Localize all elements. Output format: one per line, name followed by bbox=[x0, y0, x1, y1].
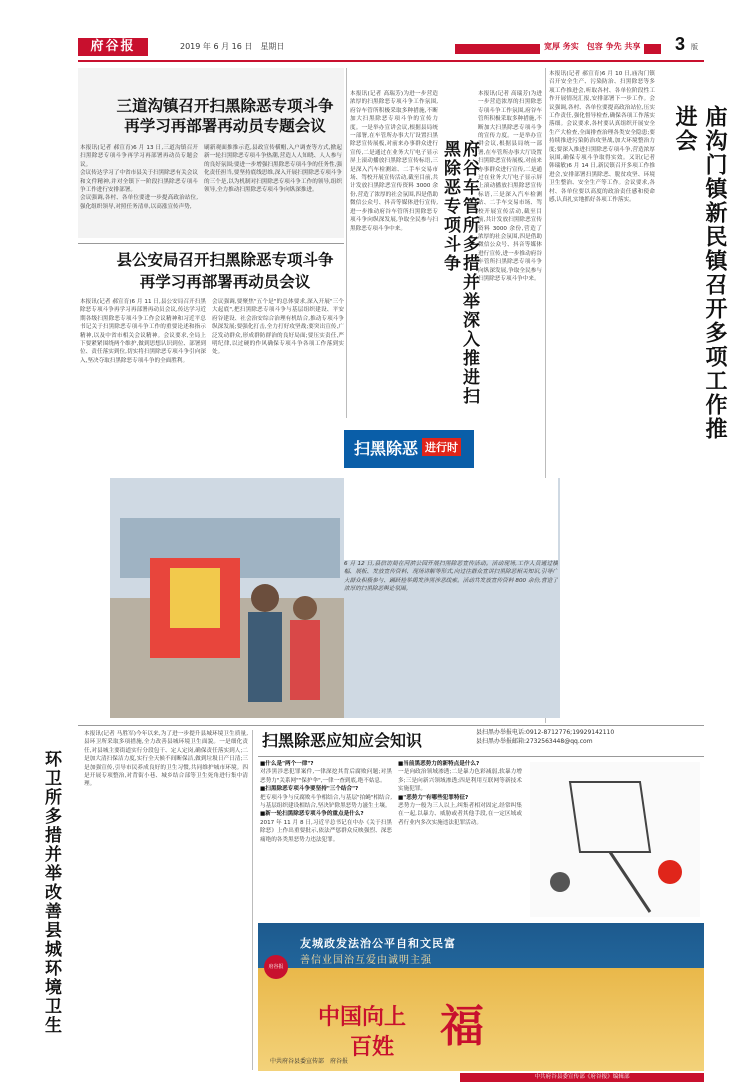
article-1-paragraph: 会议传达学习了中省市县关于扫黑除恶有关会议和文件精神,并对全镇下一阶段扫黑除恶专项斗争工作进行安排部署。 bbox=[80, 170, 198, 194]
article-3-paragraph: 会议强调,要聚焦"五个是"的总体要求,深入开展"三个大起底",把扫黑除恶专项斗争与基层组织建设、平安府谷建设、社会治安综合治理有机结合,推动专项斗争纵深发展;要强化打击,全力打好攻坚战;要突出宣传,广泛发动群众,形成群防群治的良好局面;要压实责任,严明纪律,以过硬的作风确保专项斗争各项工作落到实处。 bbox=[212, 299, 344, 356]
answer: 对涉黑涉恶犯罪案件,一律深挖其背后腐败问题;对黑恶势力"关系网""保护伞",一律一查到底,绝不姑息。 bbox=[260, 769, 392, 784]
answer: 恶势力一般为三人以上,纠集者相对固定,经常纠集在一起,以暴力、威胁或者其他手段,在一定区域或者行业内多次实施违法犯罪活动。 bbox=[398, 803, 522, 826]
knowledge-column-2 bbox=[398, 760, 522, 920]
question: ■当前黑恶势力的新特点是什么? bbox=[398, 761, 480, 767]
article-2-column-2 bbox=[478, 90, 542, 420]
question: ■扫黑除恶专项斗争要坚持"三个结合"? bbox=[260, 786, 359, 793]
photo-mask bbox=[344, 478, 558, 560]
left-article-title: 环卫所多措并举改善县城环境卫生 bbox=[41, 750, 61, 1035]
header-slogan: 宽厚 务实 包容 争先 共享 bbox=[540, 40, 644, 54]
knowledge-contact bbox=[476, 728, 614, 746]
caption-text: 6 月 12 日,县信访局在河滨公园开展扫黑除恶宣传活动。活动现场,工作人员通过横幅、展板、发放宣传资料、现场讲解等形式,向过往群众宣讲扫黑除恶相关知识,引导广大群众积极参与、踊跃检举揭发涉黑涉恶线索。活动共发放宣传资料 800 余份,营造了浓厚的扫黑除恶舆论氛围。 bbox=[344, 561, 558, 593]
header-rule bbox=[78, 60, 704, 62]
section-banner: 扫黑除恶 bbox=[344, 430, 474, 468]
article-1-column-2 bbox=[204, 144, 342, 236]
article-2-paragraph: 本报讯(记者 高瑞芳)为进一步营造浓厚的扫黑除恶专项斗争工作氛围,府谷车管所积极采取多种措施,不断加大扫黑除恶专项斗争的宣传力度。一是举办宣讲会议,根据县局统一部署,在车管所办事大厅设置扫黑除恶宣传展板,对前来办事群众进行宣传,二是通过在业务大厅电子显示屏上滚动播放扫黑除恶宣传标语,三是深入汽车检测站、二手车交易市场、驾校开展宣传活动,截至目前,共计发放扫黑除恶宣传资料 3000 余份,营造了浓厚的社会氛围,四是借助微信公众号、抖音等媒体进行宣传,进一步推动府谷车管所扫黑除恶专项斗争向纵深发展,争取全民参与扫黑除恶专项斗争中来。 bbox=[350, 91, 438, 232]
cartoon-illustration bbox=[530, 762, 700, 917]
page-number: 3 bbox=[675, 34, 686, 54]
ad-headline-1: 中国向上 bbox=[318, 1004, 407, 1030]
contact-phone: 县扫黑办举报电话:0912-8712776;19929142110 bbox=[476, 729, 615, 736]
ad-footer-text: 中共府谷县委宣传部 府谷报 bbox=[270, 1058, 349, 1065]
answer: 2017 年 11 月 8 日,习近平总书记在中办《关于扫黑除恶》上作出重要批示,依法严惩群众反映强烈、深恶痛绝的各类黑恶势力违法犯罪。 bbox=[260, 819, 392, 843]
column-divider bbox=[252, 730, 253, 1070]
article-1-paragraph: 刷新观面推推示范,县政宣传横帽,入户调查等方式,掀起新一轮扫黑除恶专项斗争热潮,营造人人知晓、人人参与的良好氛围;要进一步增强扫黑除恶专项斗争的任务性,强化责任担当,要坚持底线思维,深入开展扫黑除恶专项斗争的三个是,以为机制对扫黑除恶专项斗争工作的领导,组织领导,全力推动扫黑除恶专项斗争向纵深推进。 bbox=[204, 145, 342, 194]
article-3-title-line2: 再学习再部署再动员会议 bbox=[139, 272, 311, 291]
article-1-title-line2: 再学习再部署再动员专题会议 bbox=[124, 116, 326, 135]
article-3-column-2 bbox=[212, 298, 344, 426]
article-divider bbox=[78, 243, 344, 244]
article-1-paragraph: 会议强调,各村、各单位要进一步提高政治站位,强化组织领导,对照任务清单,以高涨宣传声势, bbox=[80, 195, 198, 210]
page-suffix: 版 bbox=[691, 43, 698, 51]
article-1-paragraph: 本报讯(记者 郝宣育)6 月 13 日,三道沟镇召开扫黑除恶专项斗争再学习再部署再动员专题会议。 bbox=[80, 145, 198, 168]
knowledge-rule bbox=[258, 756, 704, 757]
page-footer: 中共府谷县委宣传部《府谷报》编辑部 bbox=[460, 1073, 704, 1082]
banner-tag: 进行时 bbox=[422, 438, 461, 456]
ad-slogan-line1: 友城政发法治公平自和文民富 bbox=[300, 937, 456, 950]
contact-email: 县扫黑办举报邮箱:2732563448@qq.com bbox=[476, 738, 593, 745]
section-divider bbox=[78, 725, 704, 726]
article-3-column-1 bbox=[80, 298, 206, 426]
right-article-column bbox=[549, 70, 655, 722]
article-1-title-line1: 三道沟镇召开扫黑除恶专项斗争 bbox=[116, 96, 334, 115]
knowledge-column-1 bbox=[260, 760, 392, 920]
flyswatter-icon bbox=[530, 762, 700, 917]
ad-badge: 府谷报 bbox=[264, 955, 288, 979]
right-article-title: 庙沟门镇新民镇召开多项工作推进会 bbox=[672, 105, 728, 441]
article-3-paragraph: 本报讯(记者 郝宣育)6 月 11 日,县公安局召开扫黑除恶专项斗争再学习再部署再动员会议,传达学习近期各级扫黑除恶专项斗争工作会议精神和习近平总书记关于扫黑除恶专项斗争工作的重要论述和指示精神,以及中省市相关会议精神。会议要求,全局上下要紧紧围绕两个维护,做到思想认识到位、部署到位、责任落实到位,切实将扫黑除恶专项斗争引向深入,坚决夺取扫黑除恶专项斗争的全面胜利。 bbox=[80, 299, 206, 364]
left-article-paragraph: 本报讯(记者 马胜军)今年以来,为了进一步提升县城环境卫生质量,县环卫所采取多项措施,全力改善县城环境卫生面貌。一是细化责任,对县城主要街道实行分段包干、定人定岗,确保责任落实到人;二是加大清扫保洁力度,实行全天候不间断保洁,做到垃圾日产日清;三是加强宣传,引导市民养成良好的卫生习惯,共同维护城市环境。四是开展专项整治,对背街小巷、城乡结合部等卫生死角进行集中清理。 bbox=[84, 731, 248, 788]
knowledge-title: 扫黑除恶应知应会知识 bbox=[262, 731, 423, 750]
article-2-title: 府谷车管所多措并举深入推进扫黑除恶专项斗争 bbox=[440, 140, 479, 406]
issue-date: 2019 年 6 月 16 日 星期日 bbox=[180, 42, 285, 51]
column-divider bbox=[346, 68, 347, 418]
article-3-title-line1: 县公安局召开扫黑除恶专项斗争 bbox=[116, 250, 334, 269]
article-1-column-1 bbox=[80, 144, 198, 236]
article-2-paragraph: 本报讯(记者 高瑞芳)为进一步营造浓厚的扫黑除恶专项斗争工作氛围,府谷车管所积极采取多种措施,不断加大扫黑除恶专项斗争的宣传力度。一是举办宣讲会议,根据县局统一部署,在车管所办事大厅设置扫黑除恶宣传展板,对前来办事群众进行宣传,二是通过在业务大厅电子显示屏上滚动播放扫黑除恶宣传标语,三是深入汽车检测站、二手车交易市场、驾校开展宣传活动,截至目前,共计发放扫黑除恶宣传资料 3000 余份,营造了浓厚的社会氛围,四是借助微信公众号、抖音等媒体进行宣传,进一步推动府谷车管所扫黑除恶专项斗争向纵深发展,争取全民参与扫黑除恶专项斗争中来。 bbox=[478, 91, 542, 282]
ad-slogan-line2: 善信业国治互爱由诚明主强 bbox=[300, 955, 432, 966]
ad-headline-2: 百姓 bbox=[350, 1034, 395, 1060]
photo-caption bbox=[344, 560, 558, 720]
answer: 一是向政治领域渗透;二是暴力色彩减弱,软暴力增多;三是向新兴领域渗透;四是利用互联网等新技术实施犯罪。 bbox=[398, 769, 522, 793]
left-article-column bbox=[84, 730, 248, 1070]
newspaper-logo: 府谷报 bbox=[78, 38, 148, 56]
question: ■什么是"两个一律"? bbox=[260, 761, 314, 767]
question: ■"恶势力"有哪些犯罪特征? bbox=[398, 794, 469, 801]
article-2-column-1 bbox=[350, 90, 438, 420]
question: ■新一轮扫黑除恶专项斗争的重点是什么? bbox=[260, 811, 364, 818]
answer: 把专项斗争与反腐败斗争相结合,与基层"拍蝇"相结合,与基层组织建设相结合,坚决铲除黑恶势力滋生土壤。 bbox=[260, 794, 392, 810]
right-article-paragraph: 本报讯(记者 郝宣育)6 月 10 日,庙沟门镇召开安全生产、污染防治、扫黑除恶等多项工作推进会,听取各村、各单位阶段性工作开展情况汇报,安排部署下一步工作。会议强调,各村、各单位要提高政治站位,压实工作责任,强化督导检查,确保各项工作落实落细。会议要求,各村要认真组织开展安全生产大检查,全面排查治理各类安全隐患;要持续推进污染防治攻坚战,加大环境整治力度;要深入推进扫黑除恶专项斗争,营造浓厚氛围,确保专项斗争取得实效。又讯(记者 韩瑞敏)6 月 14 日,新民镇召开多项工作推进会,安排部署扫黑除恶、脱贫攻坚、环境卫生整治、安全生产等工作。会议要求,各村、各单位要以高度的政治责任感和使命感,认真扎实地抓好各项工作落实。 bbox=[549, 71, 655, 204]
ad-fu-character: 福 bbox=[440, 1001, 484, 1052]
